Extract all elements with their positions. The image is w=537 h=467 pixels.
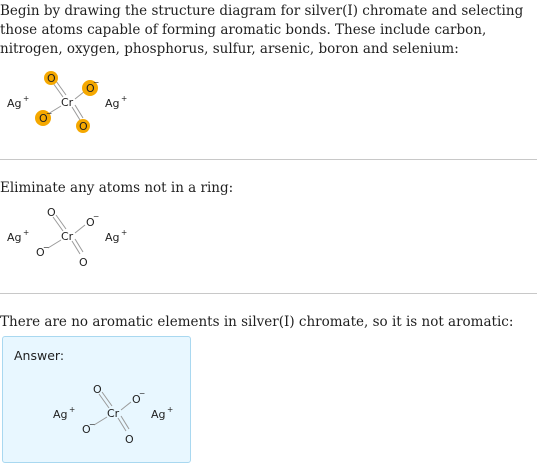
silver-charge-left: + [23,94,30,103]
bond-cr-o-bottom-double [75,105,83,118]
conclusion-text: There are no aromatic elements in silver(I) chromate, so it is not aromatic: [0,314,514,330]
oxygen-charge-right: − [93,212,100,221]
silver-atom-left: Ag [7,97,22,110]
bond-cr-o-top [53,83,63,97]
oxygen-atom-right: O [86,216,95,229]
oxygen-atom-bottom: O [125,433,134,446]
oxygen-atom-bottom: O [79,256,88,269]
silver-charge-right: + [121,94,128,103]
silver-atom-left: Ag [7,231,22,244]
intro-text: Begin by drawing the structure diagram for silver(I) chromate and selecting those atoms capable of forming aromatic bonds. These include carbon, nitrogen, oxygen, phosphorus, sulfur, arsenic, boron and selenium: [0,3,524,57]
oxygen-atom-top: O [47,72,56,85]
oxygen-charge-left: − [46,109,53,118]
silver-charge-right: + [121,228,128,237]
oxygen-atom-right: O [86,82,95,95]
bond-cr-o-bottom-double [121,416,129,429]
bond-cr-o-top-double [56,81,66,95]
bond-cr-o-left [94,417,107,425]
bond-cr-o-right [121,402,131,410]
silver-atom-right: Ag [105,97,120,110]
silver-atom-right: Ag [105,231,120,244]
oxygen-atom-top: O [47,206,56,219]
silver-charge-left: + [23,228,30,237]
bond-cr-o-bottom-double [75,239,83,252]
bond-cr-o-right [75,225,85,233]
structure-diagram-highlighted [5,66,205,156]
oxygen-charge-right: − [139,389,146,398]
step2-text: Eliminate any atoms not in a ring: [0,180,234,196]
structure-diagram-plain [5,200,205,290]
bond-cr-o-top-double [56,215,66,229]
bond-cr-o-left [48,240,61,248]
silver-charge-right: + [167,405,174,414]
answer-label: Answer: [14,348,65,363]
chromium-atom: Cr [61,230,74,243]
oxygen-atom-left: O [36,246,45,259]
oxygen-atom-bottom: O [79,120,88,133]
answer-box [2,336,191,463]
oxygen-atom-right: O [132,393,141,406]
silver-atom-right: Ag [151,408,166,421]
oxygen-charge-left: − [89,420,96,429]
oxygen-charge-right: − [93,78,100,87]
bond-cr-o-top [53,217,63,231]
oxygen-atom-top: O [93,383,102,396]
bond-cr-o-top-double [102,392,112,406]
section-divider-2 [0,293,537,294]
silver-atom-left: Ag [53,408,68,421]
chromium-atom: Cr [107,407,120,420]
answer-structure-diagram [51,377,251,467]
oxygen-atom-left: O [82,423,91,436]
silver-charge-left: + [69,405,76,414]
section-divider-1 [0,159,537,160]
chromium-atom: Cr [61,96,74,109]
oxygen-charge-left: − [43,243,50,252]
bond-cr-o-top [99,394,109,408]
oxygen-atom-left: O [39,112,48,125]
